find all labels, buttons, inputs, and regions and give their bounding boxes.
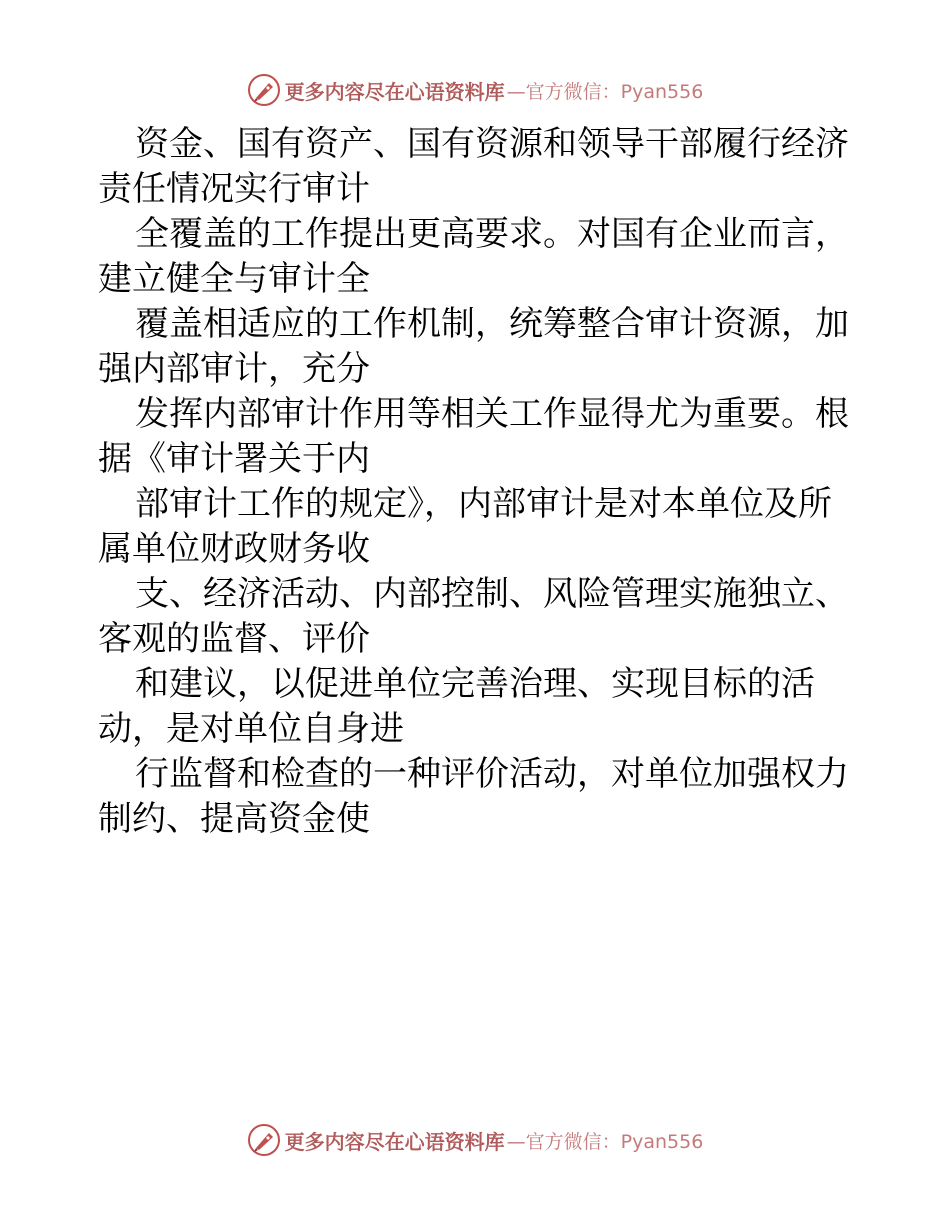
paragraph xyxy=(98,572,858,662)
paragraph-line: 客观的监督、评价 xyxy=(98,619,370,659)
paragraph xyxy=(98,212,858,302)
paragraph-line: 部审计工作的规定》，内部审计是对本单位及所 xyxy=(135,484,832,524)
banner-main-text: 更多内容尽在心语资料库 xyxy=(284,79,505,104)
paragraph-line: 责任情况实行审计 xyxy=(98,169,370,209)
paragraph-line: 行监督和检查的一种评价活动，对单位加强权力 xyxy=(135,754,849,794)
paragraph xyxy=(98,392,858,482)
banner-sub-text: —官方微信：Pyan556 xyxy=(506,1130,704,1153)
paragraph-line: 覆盖相适应的工作机制，统筹整合审计资源，加 xyxy=(135,304,849,344)
paragraph-line: 据《审计署关于内 xyxy=(98,439,370,479)
paragraph xyxy=(98,482,858,572)
pen-nib-logo-icon xyxy=(247,1123,281,1157)
document-body xyxy=(98,122,858,842)
pen-nib-logo-icon xyxy=(247,73,281,107)
banner-main-text: 更多内容尽在心语资料库 xyxy=(284,1129,505,1154)
paragraph-line: 强内部审计，充分 xyxy=(98,349,370,389)
paragraph-line: 支、经济活动、内部控制、风险管理实施独立、 xyxy=(135,574,849,614)
paragraph-line: 建立健全与审计全 xyxy=(98,259,370,299)
paragraph-line: 动，是对单位自身进 xyxy=(98,709,404,749)
paragraph xyxy=(98,752,858,842)
paragraph xyxy=(98,122,858,212)
banner-sub-text: —官方微信：Pyan556 xyxy=(506,80,704,103)
paragraph-line: 资金、国有资产、国有资源和领导干部履行经济 xyxy=(135,124,849,164)
paragraph xyxy=(98,302,858,392)
paragraph-line: 属单位财政财务收 xyxy=(98,529,370,569)
footer-banner xyxy=(0,1120,950,1160)
header-banner xyxy=(0,70,950,110)
paragraph-line: 和建议，以促进单位完善治理、实现目标的活 xyxy=(135,664,815,704)
paragraph-line: 全覆盖的工作提出更高要求。对国有企业而言， xyxy=(135,214,849,254)
paragraph-line: 制约、提高资金使 xyxy=(98,799,370,839)
paragraph-line: 发挥内部审计作用等相关工作显得尤为重要。根 xyxy=(135,394,849,434)
paragraph xyxy=(98,662,858,752)
